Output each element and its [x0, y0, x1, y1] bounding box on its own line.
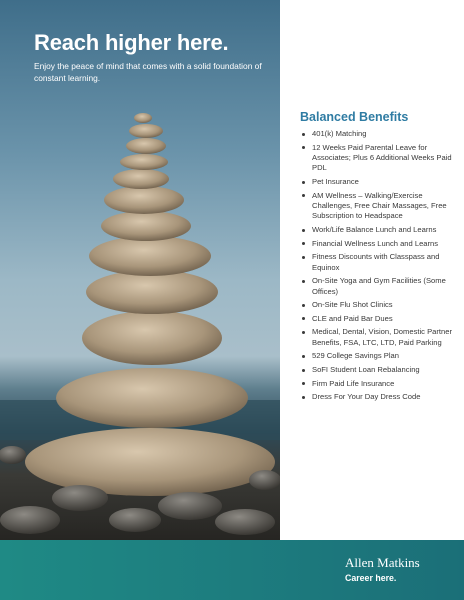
- benefit-item: Medical, Dental, Vision, Domestic Partner Benefits, FSA, LTC, LTD, Paid Parking: [300, 327, 460, 348]
- benefits-section: [300, 110, 460, 406]
- benefit-item: 401(k) Matching: [300, 129, 460, 139]
- brand-logo-text: Allen Matkins: [345, 555, 420, 570]
- benefit-item: Firm Paid Life Insurance: [300, 379, 460, 389]
- benefit-item: Fitness Discounts with Classpass and Equinox: [300, 252, 460, 273]
- benefit-item: Work/Life Balance Lunch and Learns: [300, 225, 460, 235]
- hero-headline: Reach higher here.: [34, 30, 229, 55]
- benefit-item: On-Site Flu Shot Clinics: [300, 300, 460, 310]
- benefits-title: Balanced Benefits: [300, 110, 409, 124]
- benefit-item: CLE and Paid Bar Dues: [300, 314, 460, 324]
- benefit-item: On-Site Yoga and Gym Facilities (Some Offices): [300, 276, 460, 297]
- brand-tagline: Career here.: [345, 573, 397, 583]
- benefit-item: AM Wellness – Walking/Exercise Challenges, Free Chair Massages, Free Subscription to Headspace: [300, 191, 460, 222]
- benefits-list: [300, 129, 460, 403]
- hero-subheadline: Enjoy the peace of mind that comes with a solid foundation of constant learning.: [34, 61, 262, 83]
- benefit-item: 529 College Savings Plan: [300, 351, 460, 361]
- benefit-item: Pet Insurance: [300, 177, 460, 187]
- benefit-item: Financial Wellness Lunch and Learns: [300, 239, 460, 249]
- benefit-item: 12 Weeks Paid Parental Leave for Associates; Plus 6 Additional Weeks Paid PDL: [300, 143, 460, 174]
- benefit-item: SoFI Student Loan Rebalancing: [300, 365, 460, 375]
- benefit-item: Dress For Your Day Dress Code: [300, 392, 460, 402]
